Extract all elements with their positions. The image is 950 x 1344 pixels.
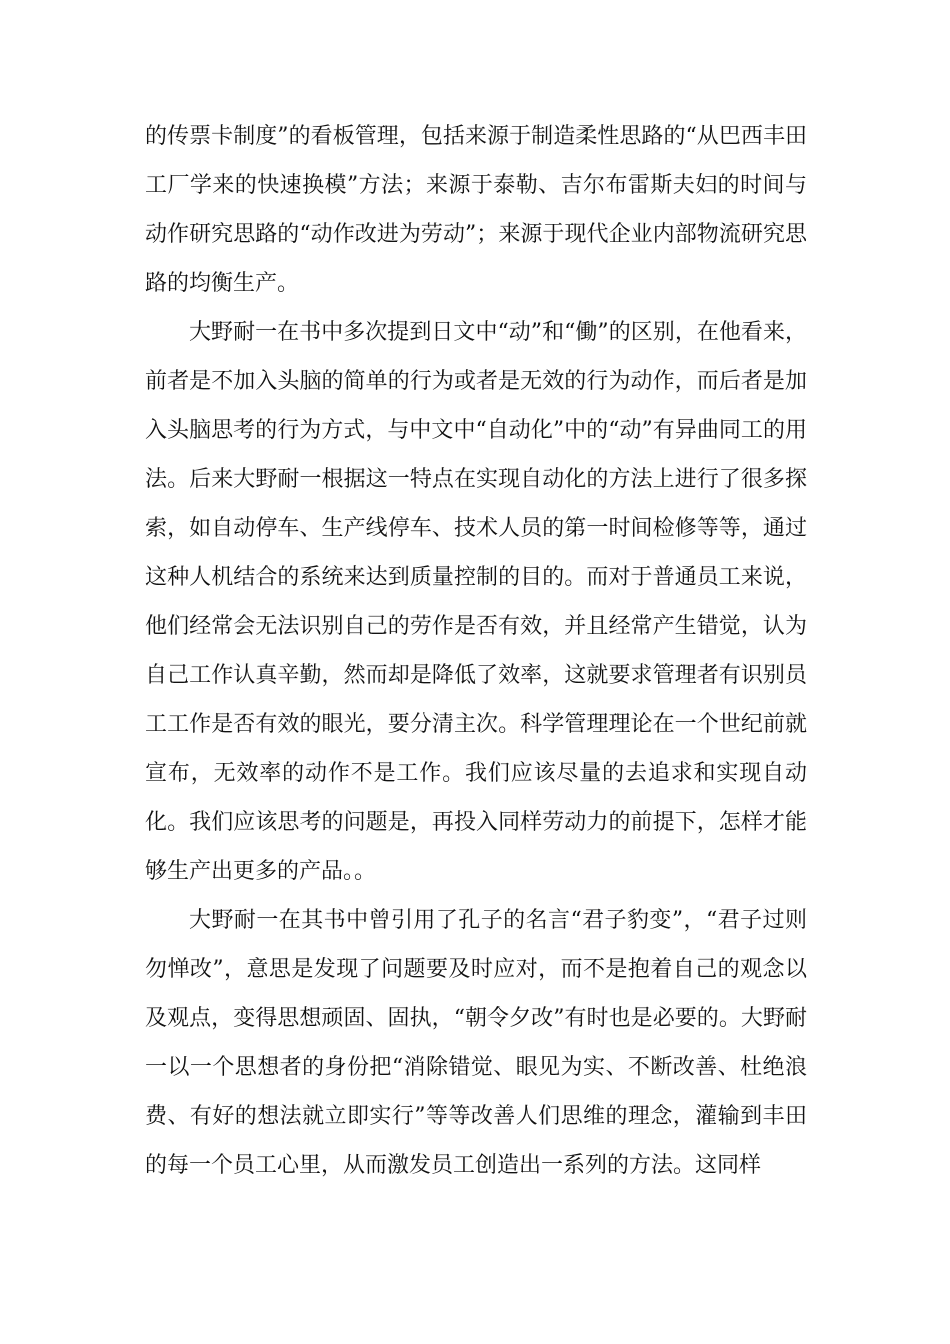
paragraph-ohno-automation: 大野耐一在书中多次提到日文中“动”和“働”的区别，在他看来，前者是不加入头脑的简单的行为或者是无效的行为动作，而后者是加入头脑思考的行为方式，与中文中“自动化”中的“动”有异曲同工的用法。后来大野耐一根据这一特点在实现自动化的方法上进行了很多探索，如自动停车、生产线停车、技术人员的第一时间检修等等，通过这种人机结合的系统来达到质量控制的目的。而对于普通员工来说，他们经常会无法识别自己的劳作是否有效，并且经常产生错觉，认为自己工作认真辛勤，然而却是降低了效率，这就要求管理者有识别员工工作是否有效的眼光，要分清主次。科学管理理论在一个世纪前就宣布，无效率的动作不是工作。我们应该尽量的去追求和实现自动化。我们应该思考的问题是，再投入同样劳动力的前提下，怎样才能够生产出更多的产品。。 <box>145 320 807 884</box>
paragraph-ohno-confucius: 大野耐一在其书中曾引用了孔子的名言“君子豹变”，“君子过则勿惮改”，意思是发现了问题要及时应对，而不是抱着自己的观念以及观点，变得思想顽固、固执，“朝令夕改”有时也是必要的。大野耐一以一个思想者的身份把“消除错觉、眼见为实、不断改善、杜绝浪费、有好的想法就立即实行”等等改善人们思维的理念，灌输到丰田的每一个员工心里，从而激发员工创造出一系列的方法。这同样 <box>145 908 807 1178</box>
paragraph-continuation: 的传票卡制度”的看板管理，包括来源于制造柔性思路的“从巴西丰田工厂学来的快速换模”方法；来源于泰勒、吉尔布雷斯夫妇的时间与动作研究思路的“动作改进为劳动”；来源于现代企业内部物流研究思路的均衡生产。 <box>145 124 807 296</box>
document-page <box>145 112 807 1190</box>
